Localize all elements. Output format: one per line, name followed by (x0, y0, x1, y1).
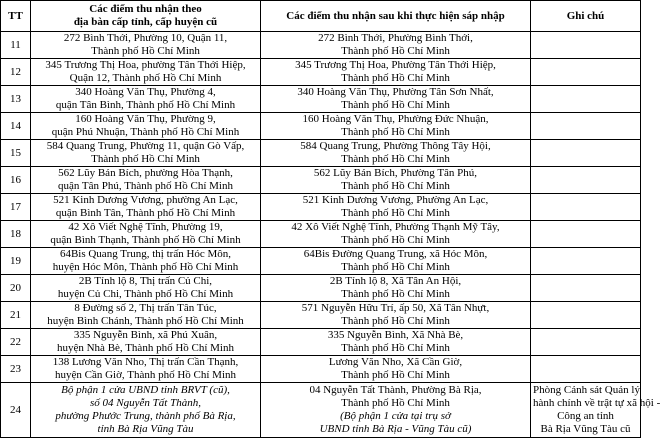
table-row (1, 59, 641, 86)
row-new-address-line: 64Bis Đường Quang Trung, xã Hóc Môn, (303, 248, 488, 260)
row-tt: 17 (1, 194, 31, 221)
header-new-address: Các điểm thu nhận sau khi thực hiện sáp nhập (261, 1, 531, 32)
row-tt: 18 (1, 221, 31, 248)
table-row (1, 194, 641, 221)
row-new-address-line: 521 Kinh Dương Vương, Phường An Lạc, (302, 194, 489, 206)
row-new-address-line: 2B Tỉnh lộ 8, Xã Tân An Hội, (329, 275, 462, 287)
row-old-address (31, 113, 261, 140)
table-row (1, 275, 641, 302)
row-note (531, 59, 641, 86)
row-new-address-line: Thành phố Hồ Chí Minh (341, 45, 450, 57)
row-new-address-line: Thành phố Hồ Chí Minh (341, 153, 450, 165)
row-24-new-line-4: UBND tỉnh Bà Rịa - Vũng Tàu cũ) (319, 423, 472, 435)
row-new-address-line: 272 Bình Thới, Phường Bình Thới, (318, 32, 473, 44)
row-old-address-line: quận Tân Phú, Thành phố Hồ Chí Minh (58, 180, 233, 192)
row-24-old-line-2: số 04 Nguyễn Tất Thành, (90, 397, 201, 409)
row-tt: 22 (1, 329, 31, 356)
row-note (531, 113, 641, 140)
row-new-address (261, 113, 531, 140)
row-old-address-line: 521 Kinh Dương Vương, phường An Lạc, (53, 194, 238, 206)
table-row (1, 248, 641, 275)
row-24-old-line-4: tỉnh Bà Rịa Vũng Tàu (97, 423, 194, 435)
row-24-note-line-2: hành chính về trật tự xã hội - (533, 397, 660, 409)
header-old-address (31, 1, 261, 32)
row-new-address-line: Lương Văn Nho, Xã Cần Giờ, (328, 356, 463, 368)
row-old-address-line: Thành phố Hồ Chí Minh (91, 153, 200, 165)
row-24-note-line-1: Phòng Cảnh sát Quản lý (533, 384, 640, 396)
row-new-address-line: Thành phố Hồ Chí Minh (341, 261, 450, 273)
table-row (1, 32, 641, 59)
row-old-address (31, 32, 261, 59)
header-old-line-2: địa bàn cấp tỉnh, cấp huyện cũ (73, 16, 218, 28)
row-old-address-line: huyện Hóc Môn, Thành phố Hồ Chí Minh (52, 261, 239, 273)
row-new-address (261, 356, 531, 383)
header-old-line-1: Các điểm thu nhận theo (89, 3, 202, 15)
row-old-address-line: huyện Củ Chi, Thành phố Hồ Chí Minh (57, 288, 234, 300)
table-row (1, 356, 641, 383)
row-new-address (261, 248, 531, 275)
row-old-address-line: 340 Hoàng Văn Thụ, Phường 4, (75, 86, 216, 98)
row-new-address (261, 59, 531, 86)
row-24-old-address (31, 383, 261, 438)
row-24-tt: 24 (1, 383, 31, 438)
table-body (1, 32, 660, 438)
row-old-address-line: 562 Lũy Bán Bích, phường Hòa Thạnh, (58, 167, 233, 179)
row-tt: 11 (1, 32, 31, 59)
table-row (1, 86, 641, 113)
row-tt: 19 (1, 248, 31, 275)
row-new-address-line: 160 Hoàng Văn Thụ, Phường Đức Nhuận, (302, 113, 489, 125)
row-24-new-line-3: (Bộ phận 1 cửa tại trụ sở (340, 410, 451, 422)
header-note: Ghi chú (531, 1, 641, 32)
table-row (1, 167, 641, 194)
row-old-address-line: quận Tân Bình, Thành phố Hồ Chí Minh (55, 99, 236, 111)
row-old-address (31, 194, 261, 221)
row-new-address-line: 42 Xô Viết Nghệ Tĩnh, Phường Thạnh Mỹ Tây, (291, 221, 500, 233)
row-new-address (261, 140, 531, 167)
row-24-old-line-3: phường Phước Trung, thành phố Bà Rịa, (55, 410, 236, 422)
row-note (531, 302, 641, 329)
table-row (1, 113, 641, 140)
row-note (531, 194, 641, 221)
row-new-address-line: Thành phố Hồ Chí Minh (341, 180, 450, 192)
row-old-address (31, 140, 261, 167)
row-24-note-line-3: Công an tỉnh (557, 410, 614, 422)
row-old-address-line: quận Bình Thạnh, Thành phố Hồ Chí Minh (50, 234, 241, 246)
row-note (531, 275, 641, 302)
row-new-address-line: Thành phố Hồ Chí Minh (341, 342, 450, 354)
row-note (531, 86, 641, 113)
row-old-address (31, 248, 261, 275)
table-row (1, 140, 641, 167)
row-old-address (31, 167, 261, 194)
row-old-address-line: Quận 12, Thành phố Hồ Chí Minh (69, 72, 222, 84)
row-new-address (261, 329, 531, 356)
row-old-address-line: 335 Nguyễn Bình, xã Phú Xuân, (73, 329, 218, 341)
row-new-address-line: Thành phố Hồ Chí Minh (341, 72, 450, 84)
row-note (531, 167, 641, 194)
row-new-address-line: Thành phố Hồ Chí Minh (341, 315, 450, 327)
row-old-address-line: quận Phú Nhuận, Thành phố Hồ Chí Minh (51, 126, 240, 138)
row-tt: 20 (1, 275, 31, 302)
row-note (531, 32, 641, 59)
row-new-address-line: Thành phố Hồ Chí Minh (341, 288, 450, 300)
row-old-address-line: Thành phố Hồ Chí Minh (91, 45, 200, 57)
row-note (531, 248, 641, 275)
row-new-address (261, 167, 531, 194)
table-row (1, 221, 641, 248)
row-24-new-address (261, 383, 531, 438)
row-old-address (31, 356, 261, 383)
row-tt: 12 (1, 59, 31, 86)
row-old-address-line: 2B Tỉnh lộ 8, Thị trấn Củ Chi, (78, 275, 213, 287)
row-24-new-line-1: 04 Nguyễn Tất Thành, Phường Bà Rịa, (309, 384, 482, 396)
row-old-address-line: huyện Nhà Bè, Thành phố Hồ Chí Minh (56, 342, 234, 354)
row-note (531, 356, 641, 383)
row-new-address-line: Thành phố Hồ Chí Minh (341, 207, 450, 219)
row-note (531, 140, 641, 167)
table-row-24 (1, 383, 641, 438)
row-note (531, 329, 641, 356)
header-tt: TT (1, 1, 31, 32)
row-24-note-line-4: Bà Rịa Vũng Tàu cũ (540, 423, 631, 435)
row-old-address-line: 345 Trương Thị Hoa, phường Tân Thới Hiệp, (45, 59, 246, 71)
row-new-address (261, 86, 531, 113)
row-tt: 13 (1, 86, 31, 113)
row-tt: 14 (1, 113, 31, 140)
table-row (1, 329, 641, 356)
row-note (531, 221, 641, 248)
row-old-address (31, 329, 261, 356)
row-old-address (31, 302, 261, 329)
row-old-address-line: huyện Cần Giờ, Thành phố Hồ Chí Minh (55, 369, 236, 381)
row-new-address-line: 335 Nguyễn Bình, Xã Nhà Bè, (327, 329, 464, 341)
row-old-address-line: 584 Quang Trung, Phường 11, quận Gò Vấp, (46, 140, 245, 152)
row-new-address (261, 221, 531, 248)
row-old-address-line: 42 Xô Viết Nghệ Tĩnh, Phường 19, (68, 221, 223, 233)
row-new-address (261, 194, 531, 221)
row-new-address (261, 302, 531, 329)
row-24-new-line-2: Thành phố Hồ Chí Minh (341, 397, 450, 409)
row-old-address-line: 160 Hoàng Văn Thụ, Phường 9, (75, 113, 216, 125)
row-new-address (261, 32, 531, 59)
table-header-row (1, 1, 641, 32)
row-old-address (31, 275, 261, 302)
row-new-address-line: Thành phố Hồ Chí Minh (341, 234, 450, 246)
row-tt: 15 (1, 140, 31, 167)
row-24-old-line-1: Bộ phận 1 cửa UBND tỉnh BRVT (cũ), (61, 384, 230, 396)
row-tt: 21 (1, 302, 31, 329)
table-row (1, 302, 641, 329)
row-new-address-line: Thành phố Hồ Chí Minh (341, 126, 450, 138)
row-old-address (31, 86, 261, 113)
row-old-address-line: 8 Đường số 2, Thị trấn Tân Túc, (74, 302, 217, 314)
row-new-address-line: 345 Trương Thị Hoa, Phường Tân Thới Hiệp, (295, 59, 496, 71)
row-old-address-line: 272 Bình Thới, Phường 10, Quận 11, (63, 32, 228, 44)
row-tt: 16 (1, 167, 31, 194)
row-new-address-line: 562 Lũy Bán Bích, Phường Tân Phú, (313, 167, 478, 179)
row-old-address (31, 221, 261, 248)
row-new-address-line: 584 Quang Trung, Phường Thông Tây Hội, (300, 140, 491, 152)
row-24-note (531, 383, 660, 438)
row-old-address-line: huyện Bình Chánh, Thành phố Hồ Chí Minh (47, 315, 244, 327)
row-tt: 23 (1, 356, 31, 383)
row-new-address-line: 571 Nguyễn Hữu Trí, ấp 50, Xã Tân Nhựt, (301, 302, 490, 314)
row-old-address-line: quận Bình Tân, Thành phố Hồ Chí Minh (55, 207, 236, 219)
row-new-address-line: Thành phố Hồ Chí Minh (341, 99, 450, 111)
row-old-address-line: 64Bis Quang Trung, thị trấn Hóc Môn, (59, 248, 232, 260)
row-old-address-line: 138 Lương Văn Nho, Thị trấn Cần Thạnh, (52, 356, 239, 368)
row-old-address (31, 59, 261, 86)
row-new-address (261, 275, 531, 302)
row-new-address-line: Thành phố Hồ Chí Minh (341, 369, 450, 381)
row-new-address-line: 340 Hoàng Văn Thụ, Phường Tân Sơn Nhất, (297, 86, 494, 98)
